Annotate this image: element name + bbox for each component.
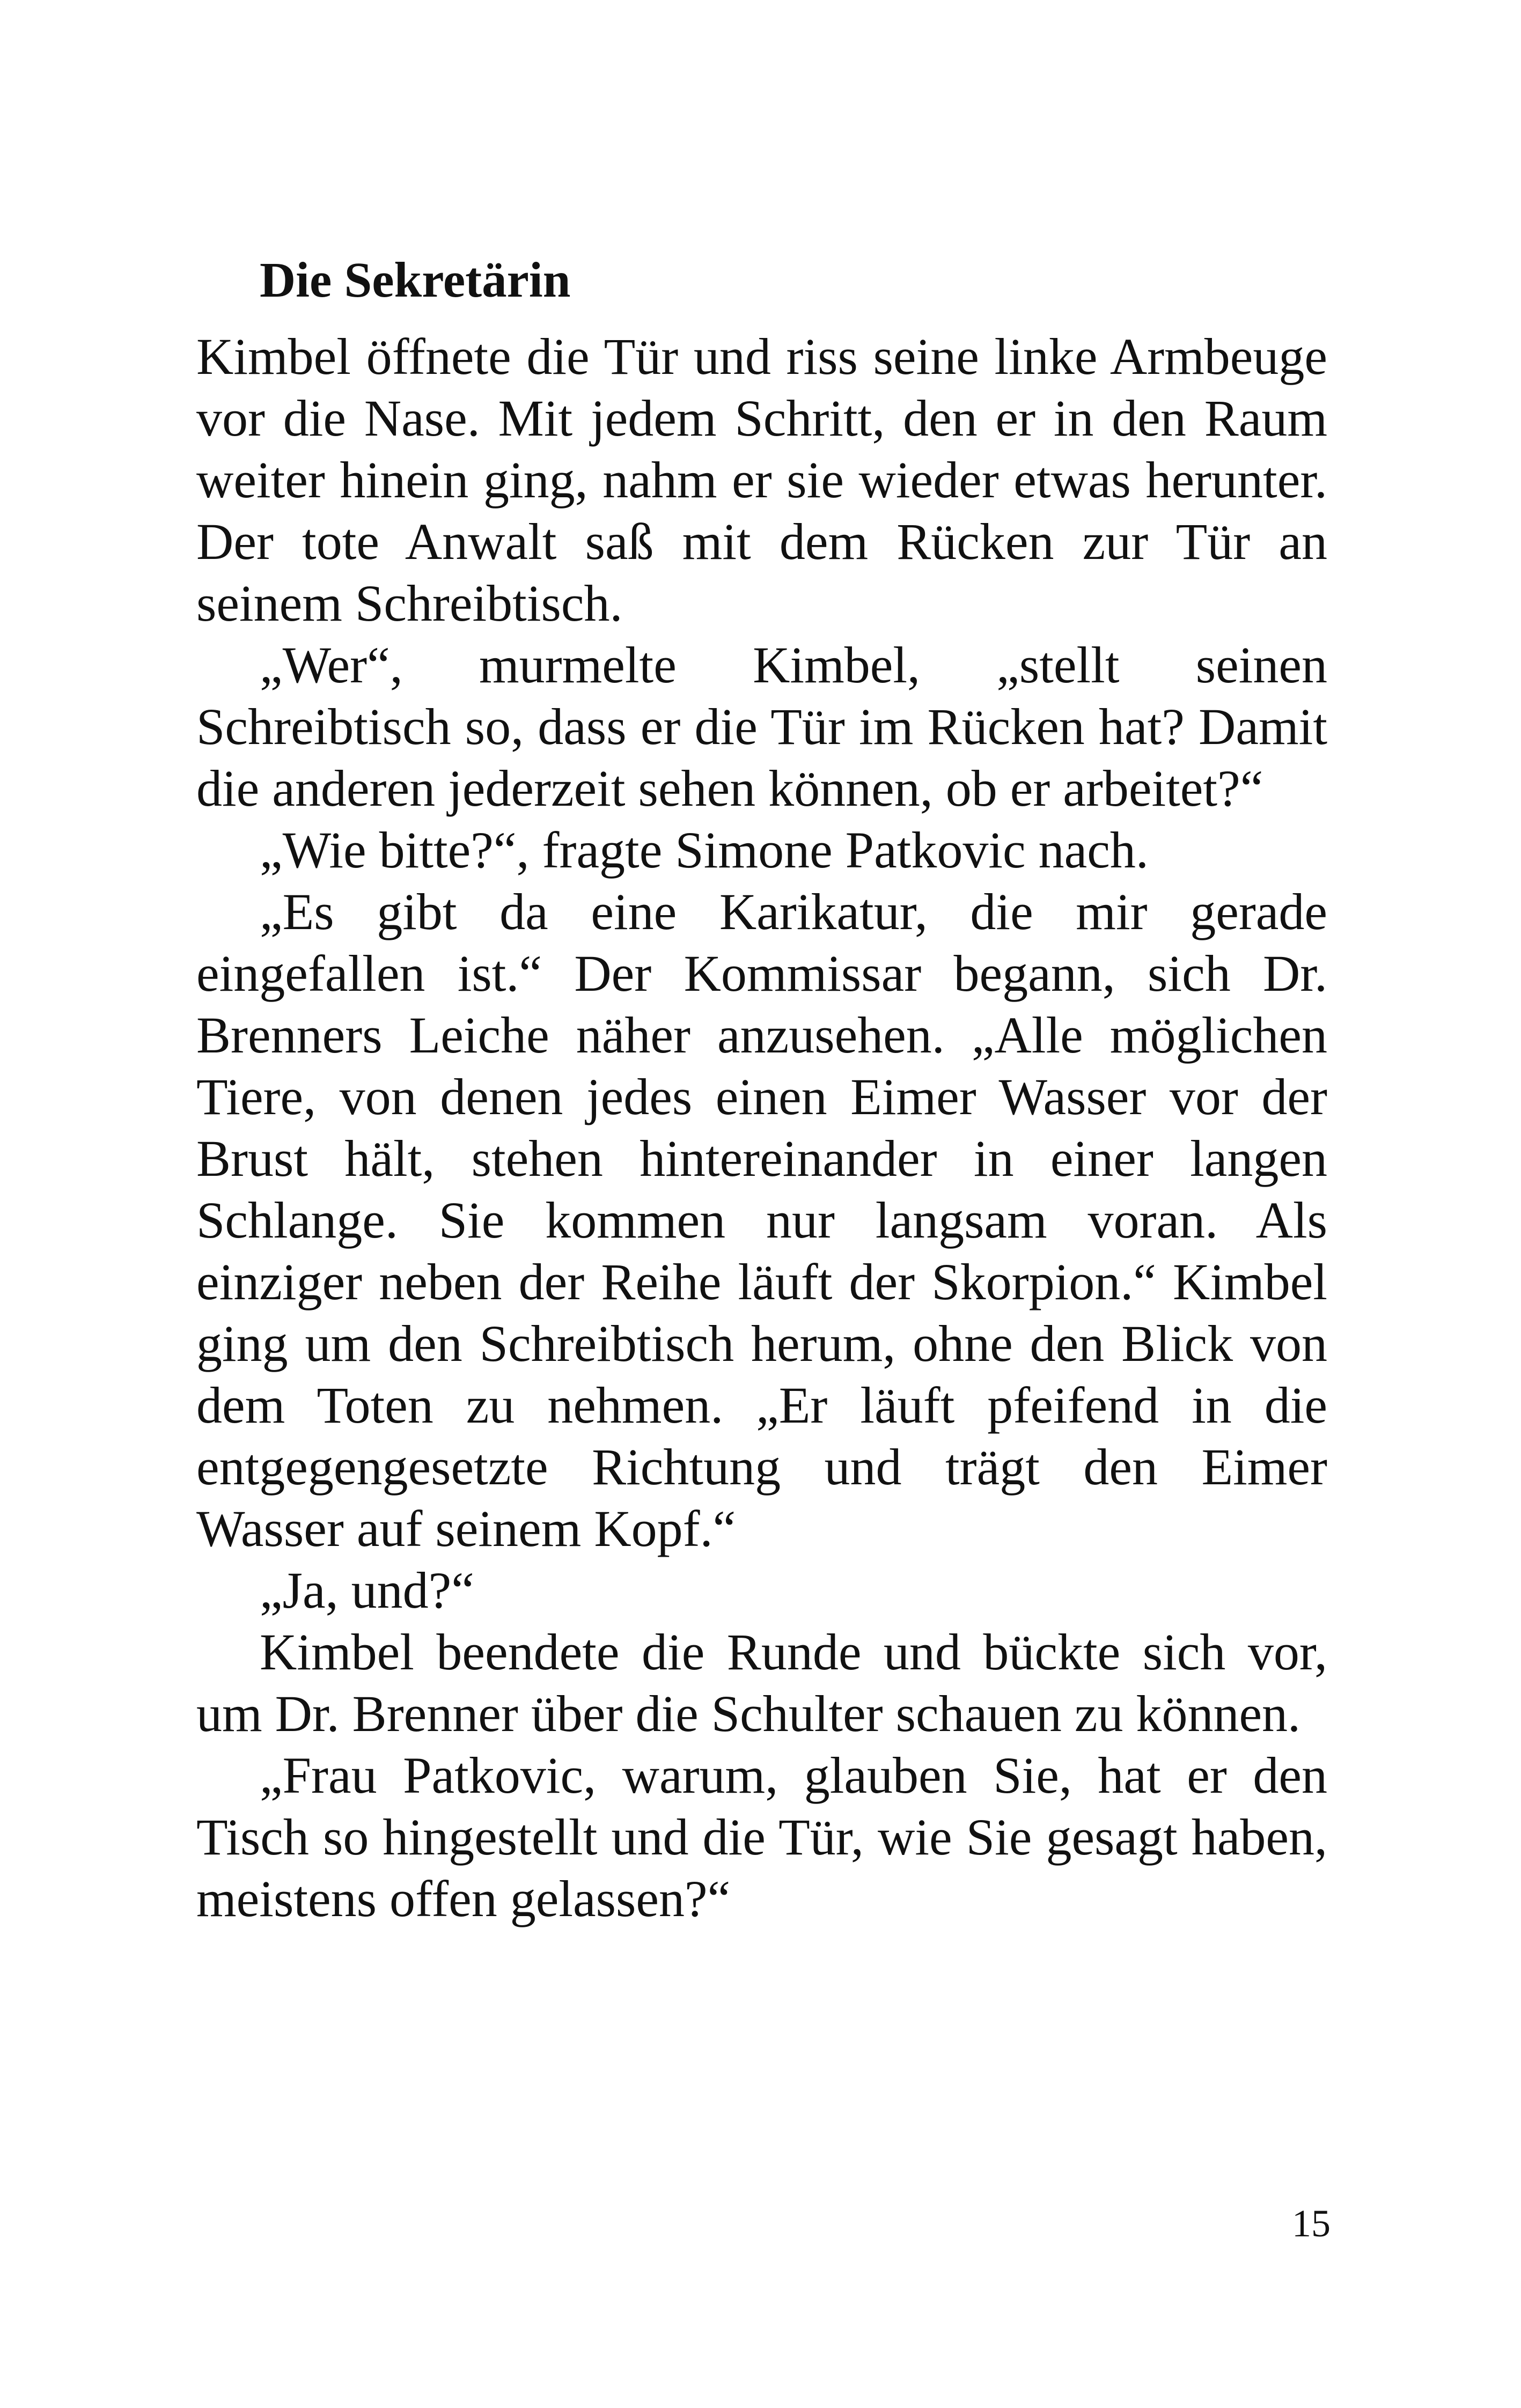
- paragraph-3: „Wie bitte?“, fragte Simone Patkovic nach.: [260, 821, 1149, 879]
- paragraph-4: „Es gibt da eine Karikatur, die mir gerade eingefallen ist.“ Der Kommissar begann, sich Dr. Brenners Leiche näher anzusehen. „Alle möglichen Tiere, von denen jedes einen Eimer Wasser vor der Brust hält, stehen hintereinander in einer langen Schlange. Sie kommen nur langsam voran. Als einziger neben der Reihe läuft der Skorpion.“ Kimbel ging um den Schreibtisch herum, ohne den Blick von dem Toten zu nehmen. „Er läuft pfeifend in die entgegengesetzte Richtung und trägt den Eimer Wasser auf seinem Kopf.“: [196, 883, 1327, 1557]
- paragraph-6: Kimbel beendete die Runde und bückte sich vor, um Dr. Brenner über die Schulter schauen zu können.: [196, 1623, 1327, 1742]
- chapter-title: Die Sekretärin: [260, 253, 571, 308]
- paragraph-5: „Ja, und?“: [260, 1562, 474, 1619]
- paragraph-7: „Frau Patkovic, warum, glauben Sie, hat er den Tisch so hingestellt und die Tür, wie Sie gesagt haben, meistens offen gelassen?“: [196, 1747, 1327, 1927]
- page-number: 15: [1292, 2202, 1331, 2245]
- paragraph-1: Kimbel öffnete die Tür und riss seine linke Armbeuge vor die Nase. Mit jedem Schritt, den er in den Raum weiter hinein ging, nahm er sie wieder etwas herunter. Der tote Anwalt saß mit dem Rücken zur Tür an seinem Schreibtisch.: [196, 328, 1327, 632]
- paragraph-2: „Wer“, murmelte Kimbel, „stellt seinen Schreibtisch so, dass er die Tür im Rücken hat? Damit die anderen jederzeit sehen können, ob er arbeitet?“: [196, 636, 1327, 817]
- page-text-block: [196, 249, 1327, 1930]
